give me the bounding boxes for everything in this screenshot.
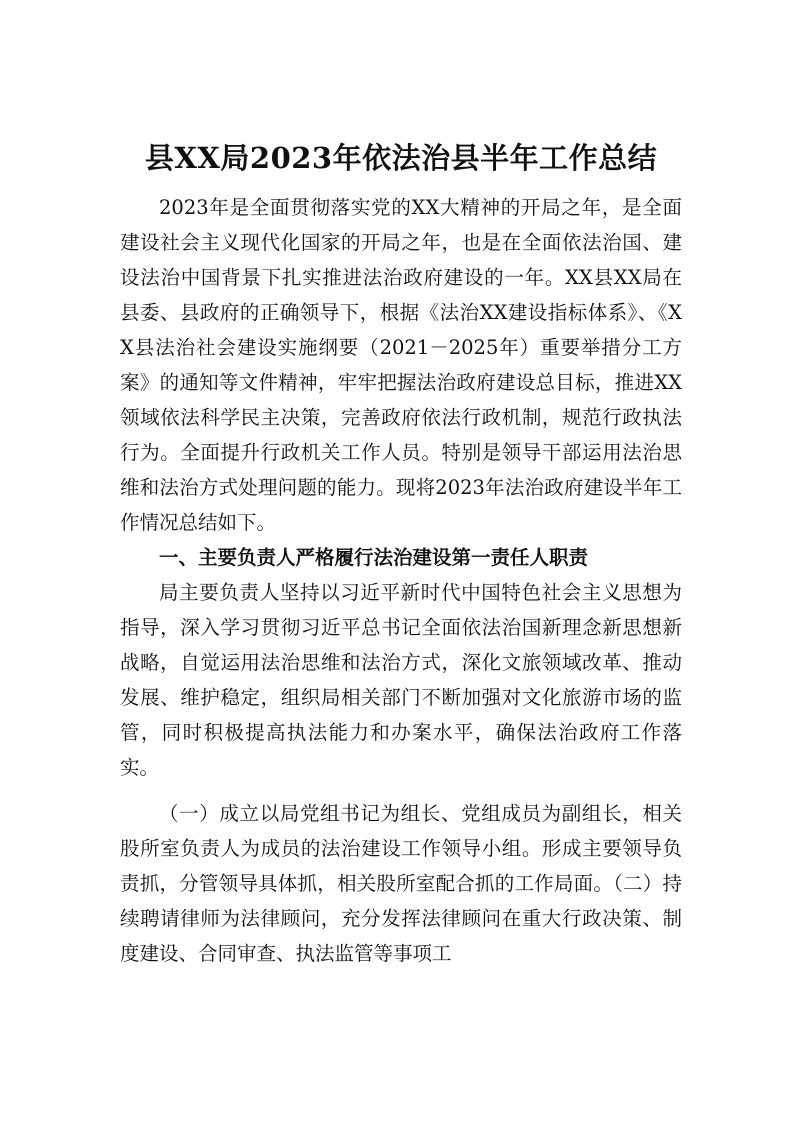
subsection-paragraph: （一）成立以局党组书记为组长、党组成员为副组长，相关股所室负责人为成员的法治建设工作领导小组。形成主要领导负责抓，分管领导具体抓，相关股所室配合抓的工作局面。（二）持续聘请律师为法律顾问，充分发挥法律顾问在重大行政决策、制度建设、合同审查、执法监管等事项工 — [120, 802, 682, 965]
intro-paragraph: 2023年是全面贯彻落实党的XX大精神的开局之年，是全面建设社会主义现代化国家的开局之年，也是在全面依法治国、建设法治中国背景下扎实推进法治政府建设的一年。XX县XX局在县委、县政府的正确领导下，根据《法治XX建设指标体系》、《XX县法治社会建设实施纲要（2021－2025年）重要举措分工方案》的通知等文件精神，牢牢把握法治政府建设总目标，推进XX领域依法科学民主决策，完善政府依法行政机制，规范行政执法行为。全面提升行政机关工作人员。特别是领导干部运用法治思维和法治方式处理问题的能力。现将2023年法治政府建设半年工作情况总结如下。 — [120, 196, 682, 534]
page-title: 县XX局2023年依法治县半年工作总结 — [144, 141, 658, 175]
paragraph-spacer — [120, 785, 682, 796]
section-heading: 一、主要负责人严格履行法治建设第一责任人职责 — [159, 546, 589, 569]
section-paragraph: 局主要负责人坚持以习近平新时代中国特色社会主义思想为指导，深入学习贯彻习近平总书记全面依法治国新理念新思想新战略，自觉运用法治思维和法治方式，深化文旅领域改革、推动发展、维护稳定，组织局相关部门不断加强对文化旅游市场的监管，同时积极提高执法能力和办案水平，确保法治政府工作落实。 — [120, 581, 682, 779]
document-body — [120, 138, 682, 971]
